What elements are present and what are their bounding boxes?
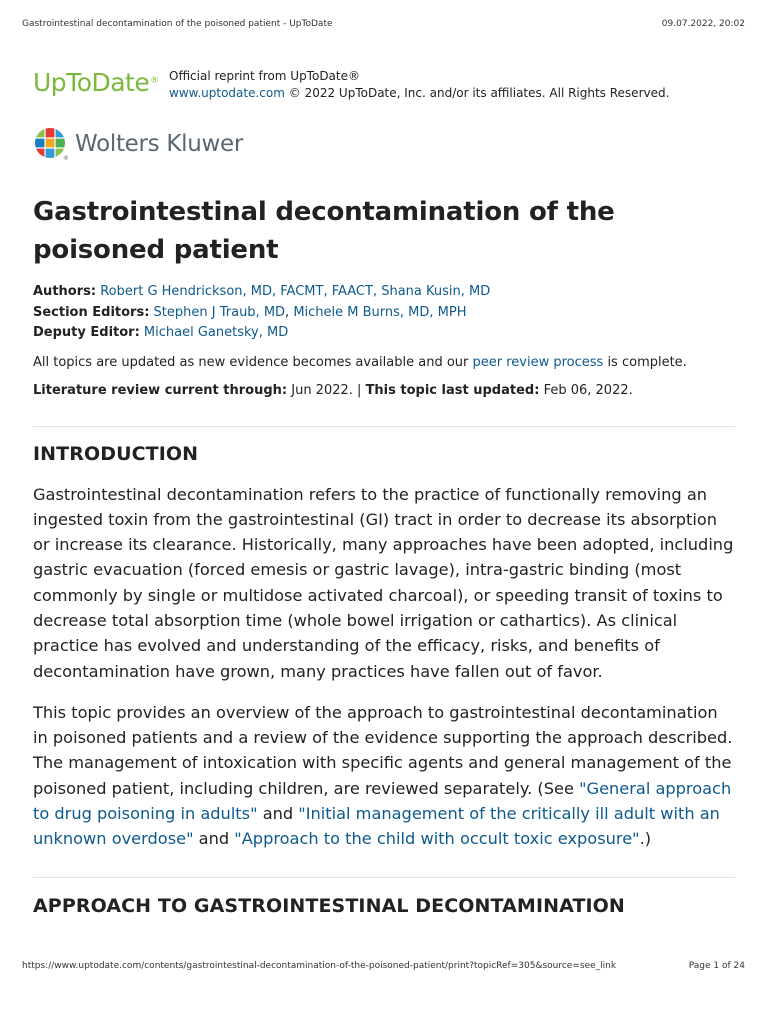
reprint-line2 — [169, 85, 669, 102]
last-updated-value: Feb 06, 2022. — [539, 382, 633, 398]
brand-row — [33, 68, 669, 102]
approach-heading: APPROACH TO GASTROINTESTINAL DECONTAMINATION — [33, 894, 625, 917]
uptodate-site-link[interactable]: www.uptodate.com — [169, 86, 285, 100]
print-title: Gastrointestinal decontamination of the poisoned patient - UpToDate — [22, 19, 333, 29]
deputy-editor-label: Deputy Editor: — [33, 325, 140, 340]
section-editor-link-2[interactable]: Michele M Burns, MD, MPH — [293, 304, 467, 320]
registered-mark: ® — [150, 76, 159, 86]
section-editor-separator: , — [285, 304, 294, 320]
reprint-notice — [169, 68, 669, 102]
authors-link[interactable]: Robert G Hendrickson, MD, FACMT, FAACT, Shana Kusin, MD — [100, 284, 491, 299]
lit-review-label: Literature review current through: — [33, 382, 288, 398]
intro-paragraph-1: Gastrointestinal decontamination refers to the practice of functionally removing an ingested toxin from the gastrointestinal (GI) tract in order to decrease its absorption or increase its clearance. Historically, many approaches have been adopted, including gastric evacuation (forced emesis or gastric lavage), intra-gastric binding (most commonly by single or multidose activated charcoal), or speeding transit of toxins to decrease total absorption time (whole bowel irrigation or cathartics). As clinical practice has evolved and understanding of the efficacy, risks, and benefits of decontamination have grown, many practices have fallen out of favor. — [33, 484, 734, 681]
literature-review-line — [33, 381, 735, 401]
uptodate-logo[interactable] — [33, 68, 169, 98]
section-editors-row — [33, 303, 735, 324]
last-updated-label: This topic last updated: — [365, 382, 540, 398]
article — [33, 193, 735, 917]
publisher-registered-mark: ® — [63, 155, 69, 162]
deputy-editor-link[interactable]: Michael Ganetsky, MD — [143, 325, 289, 340]
uptodate-logo-text: UpToDate — [33, 68, 150, 97]
update-notice — [33, 353, 735, 373]
section-editors-label: Section Editors: — [33, 304, 150, 320]
publisher-logo — [33, 127, 243, 161]
print-url: https://www.uptodate.com/contents/gastrointestinal-decontamination-of-the-poisoned-patient/print?topicRef=305&source=see_link — [22, 961, 617, 971]
copyright-text: © 2022 UpToDate, Inc. and/or its affiliates. All Rights Reserved. — [284, 86, 670, 100]
link-initial-management[interactable]: "Initial management of the critically ill adult with an unknown overdose" — [33, 804, 720, 849]
notice-text-pre: All topics are updated as new evidence becomes available and our — [33, 354, 473, 370]
section-divider — [33, 426, 735, 427]
intro-p2-close: .) — [639, 829, 652, 849]
reprint-line1: Official reprint from UpToDate® — [169, 69, 360, 83]
link-occult-toxic-exposure[interactable]: "Approach to the child with occult toxic exposure" — [234, 829, 640, 849]
intro-paragraph-2 — [33, 700, 735, 852]
lit-review-value: Jun 2022. | — [287, 382, 366, 398]
article-title: Gastrointestinal decontamination of the poisoned patient — [33, 197, 615, 265]
intro-p2-and-1: and — [257, 804, 299, 824]
print-footer — [22, 961, 745, 971]
publisher-name: Wolters Kluwer — [75, 131, 244, 157]
notice-text-post: is complete. — [603, 354, 687, 370]
introduction-heading: INTRODUCTION — [33, 442, 199, 465]
intro-p2-text: This topic provides an overview of the approach to gastrointestinal decontamination in poisoned patients and a review of the evidence supporting the approach described. The management of intoxication with specific agents and general management of the poisoned patient, including children, are reviewed separately. (See — [33, 702, 733, 798]
article-credits — [33, 282, 735, 344]
intro-p2-and-2: and — [193, 829, 235, 849]
section-divider — [33, 877, 735, 878]
authors-label: Authors: — [33, 284, 97, 299]
print-header — [22, 19, 745, 29]
peer-review-link[interactable]: peer review process — [472, 354, 604, 370]
wolters-kluwer-globe-icon — [33, 127, 67, 161]
deputy-editor-row — [33, 323, 735, 344]
print-datetime: 09.07.2022, 20:02 — [661, 19, 745, 29]
section-editor-link-1[interactable]: Stephen J Traub, MD — [153, 304, 286, 320]
authors-row — [33, 282, 735, 303]
page-number: Page 1 of 24 — [688, 961, 745, 971]
link-general-approach[interactable]: "General approach to drug poisoning in adults" — [33, 778, 732, 824]
